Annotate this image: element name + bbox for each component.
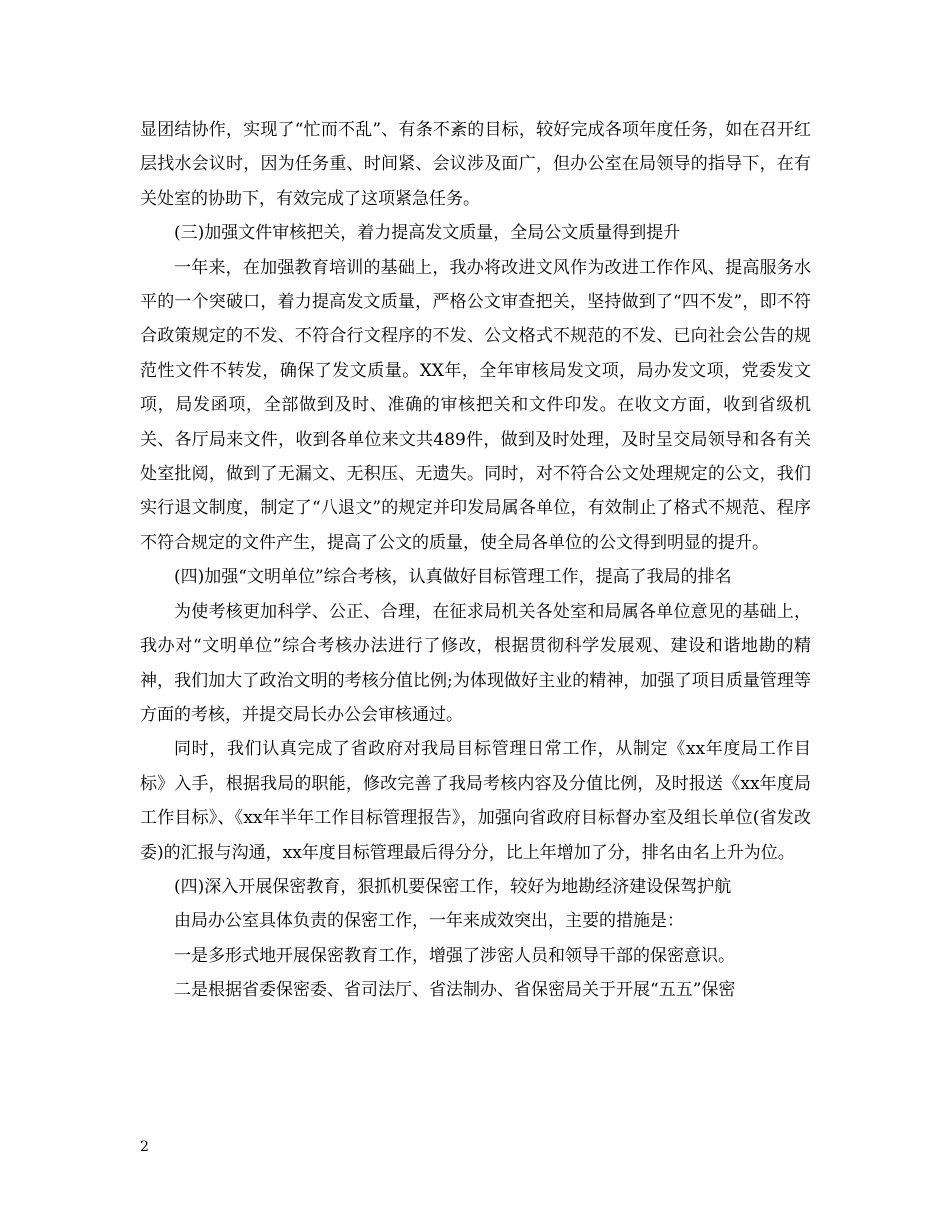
paragraph: 由局办公室具体负责的保密工作，一年来成效突出，主要的措施是： xyxy=(174,911,684,932)
paragraph: 二是根据省委保密委、省司法厅、省法制办、省保密局关于开展“五五”保密 xyxy=(174,980,736,1001)
section-heading: (四)加强“文明单位”综合考核，认真做好目标管理工作，提高了我局的排名 xyxy=(174,567,732,588)
paragraph: 一是多形式地开展保密教育工作，增强了涉密人员和领导干部的保密意识。 xyxy=(174,945,735,966)
section-heading: (四)深入开展保密教育，狠抓机要保密工作，较好为地勘经济建设保驾护航 xyxy=(174,876,732,897)
paragraph: 同时，我们认真完成了省政府对我局目标管理日常工作，从制定《xx年度局工作目标》入手，根据我局的职能，修改完善了我局考核内容及分值比例，及时报送《xx年度局工作目标》、《xx年半年工作目标管理报告》，加强向省政府目标督办室及组长单位(省发改委)的汇报与沟通，xx年度目标管理最后得分分，比上年增加了分，排名由名上升为位。 xyxy=(140,739,811,863)
section-heading: (三)加强文件审核把关，着力提高发文质量，全局公文质量得到提升 xyxy=(174,223,681,244)
paragraph: 一年来，在加强教育培训的基础上，我办将改进文风作为改进工作作风、提高服务水平的一个突破口，着力提高发文质量，严格公文审查把关，坚持做到了“四不发”，即不符合政策规定的不发、不符合行文程序的不发、公文格式不规范的不发、已向社会公告的规范性文件不转发，确保了发文质量。XX年，全年审核局发文项，局办发文项，党委发文项，局发函项，全部做到及时、准确的审核把关和文件印发。在收文方面，收到省级机关、各厅局来文件，收到各单位来文共489件，做到及时处理，及时呈交局领导和各有关处室批阅，做到了无漏文、无积压、无遗失。同时，对不符合公文处理规定的公文，我们实行退文制度，制定了“八退文”的规定并印发局属各单位，有效制止了格式不规范、程序不符合规定的文件产生，提高了公文的质量，使全局各单位的公文得到明显的提升。 xyxy=(140,257,811,553)
paragraph: 显团结协作，实现了“忙而不乱”、有条不紊的目标，较好完成各项年度任务，如在召开红层找水会议时，因为任务重、时间紧、会议涉及面广，但办公室在局领导的指导下，在有关处室的协助下，有效完成了这项紧急任务。 xyxy=(140,120,811,209)
document-body xyxy=(140,113,811,1008)
page-number: 2 xyxy=(140,1139,149,1155)
paragraph: 为使考核更加科学、公正、合理，在征求局机关各处室和局属各单位意见的基础上，我办对“文明单位”综合考核办法进行了修改，根据贯彻科学发展观、建设和谐地勘的精神，我们加大了政治文明的考核分值比例;为体现做好主业的精神，加强了项目质量管理等方面的考核，并提交局长办公会审核通过。 xyxy=(140,601,811,725)
